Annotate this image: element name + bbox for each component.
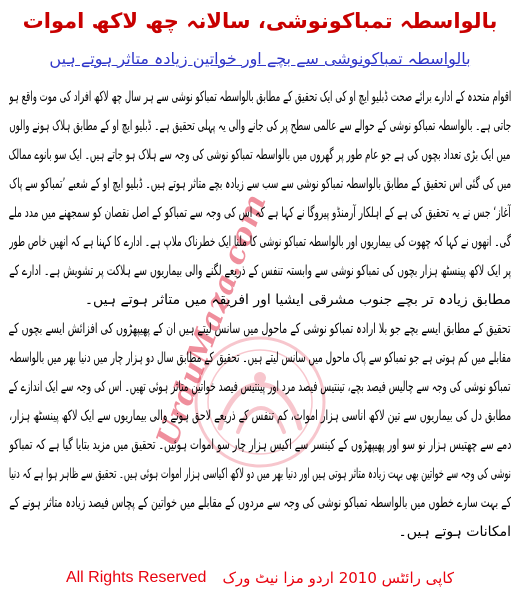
- article-line-text: اقوام متحدہ کے ادارے برائے صحت ڈبلیو ایچ او کی ایک تحقیق کے مطابق بالواسطہ تمباکو نوشی سے ہر سال چھ لاکھ افراد کی موت واقع ہو: [9, 89, 511, 105]
- article-line-text: مطابق زیادہ تر بچے جنوب مشرقی ایشیا اور افریقہ میں متاثر ہوتے ہیں۔: [84, 292, 511, 308]
- article-paragraph: [9, 83, 511, 315]
- all-rights-reserved: All Rights Reserved: [65, 569, 207, 586]
- article-paragraph: [9, 315, 511, 547]
- article-line-text: گی۔ انھوں نے کہا کہ چھوت کی بیماریوں اور بالواسطہ تمباکو نوشی کا ملنا ایک خطرناک ملاپ ہے۔ ادارے کا کہنا ہے کہ انھیں خاص طور: [9, 234, 511, 250]
- article-title: [10, 5, 510, 37]
- article-line-text: جاتی ہے۔ بالواسطہ تمباکو نوشی کے حوالے سے عالمی سطح پر کی جانے والی یہ پہلی تحقیق ہے۔ ڈبلیو ایچ او کے مطابق ہلاک ہونے والوں: [9, 118, 511, 134]
- copyright-urdu: کاپی رائٹس 2010 اردو مزا نیٹ ورک: [222, 569, 455, 587]
- article-line: [9, 460, 511, 489]
- article-line: [9, 373, 511, 402]
- article-line-text: کے بہت سارے خطوں میں بالواسطہ تمباکو نوشی کی وجہ سے مردوں کے مقابلے میں خواتین کے پچاس فیصد زیادہ متاثر ہونے کے: [9, 495, 511, 511]
- copyright-footer: [0, 564, 520, 592]
- article-line-text: امکانات ہوتے ہیں۔: [398, 524, 511, 540]
- article-line-text: تمباکو نوشی کی وجہ سے چالیس فیصد بچے، تینتیس فیصد مرد اور پینتیس فیصد خواتین متاثر ہوئی تھیں۔ اس کی وجہ سے ایک اندازے کے: [9, 379, 511, 395]
- article-line: [9, 257, 511, 286]
- article-line: [9, 83, 511, 112]
- article-line-text: نوشی کی وجہ سے خواتین بھی بہت زیادہ متاثر ہوتی ہیں اور دنیا بھر میں دو لاکھ اکیاسی ہزار اموات ہوئی ہیں۔ تحقیق سے ظاہر ہوا ہے کہ دنیا: [9, 466, 511, 482]
- article-line-text: پر ایک لاکھ پینسٹھ ہزار بچوں کی تمباکو نوشی سے وابستہ تنفس کے ذریعے لگنے والی بیماریوں سے ہلاکت پر تشویش ہے۔ ادارے کے: [9, 263, 511, 279]
- article-body: [9, 83, 511, 547]
- article-line: [9, 112, 511, 141]
- article-line-text: مطابق دل کی بیماریوں سے تین لاکھ اناسی ہزار اموات، کم تنفس کے ذریعے لاحق ہونے والی بیماریوں سے ایک لاکھ پینسٹھ ہزار،: [9, 408, 511, 424]
- article-line: [9, 402, 511, 431]
- article-line: [9, 228, 511, 257]
- article-line: [9, 489, 511, 518]
- article-line-text: آغاز‘ جس نے یہ تحقیق کی ہے کے اہلکار آرمنڈو پیروگا نے کہا ہے کہ اس کی وجہ سے تمباکو کے اصل نقصان کو سمجھنے میں مدد ملے: [9, 205, 511, 221]
- article-line-text: مقابلے میں کم ہوتی ہے جو تمباکو سے پاک ماحول میں سانس لیتے ہیں۔ تحقیق کے مطابق سال دو ہزار چار میں دنیا بھر میں بالواسطہ: [9, 350, 511, 366]
- article-title-text: بالواسطہ تمباکونوشی، سالانہ چھ لاکھ اموات: [22, 9, 498, 33]
- article-line: [9, 518, 511, 547]
- article-line: [9, 141, 511, 170]
- article-line-text: میں ایک بڑی تعداد بچوں کی ہے جو عام طور پر گھروں میں بالواسطہ تمباکو نوشی کی وجہ سے ہلاک ہو جاتے ہیں۔ ایک سو بانوے ممالک: [9, 147, 511, 163]
- article-line-text: میں کی گئی اس تحقیق کے مطابق بالواسطہ تمباکو نوشی سے سب سے زیادہ بچے متاثر ہوتے ہیں۔ ڈبلیو ایچ او کے شعبے ’تمباکو سے پاک: [9, 176, 511, 192]
- article-line: [9, 170, 511, 199]
- article-line: [9, 199, 511, 228]
- article-line: [9, 315, 511, 344]
- article-line: [9, 286, 511, 315]
- article-line: [9, 344, 511, 373]
- article-subtitle: [10, 44, 510, 74]
- article-line-text: تحقیق کے مطابق ایسے بچے جو بلا ارادہ تمباکو نوشی کے ماحول میں سانس لیتے ہیں ان کے پھیپھڑوں کی افزائش ایسے بچوں کے: [9, 321, 511, 337]
- article-line: [9, 431, 511, 460]
- watermark-text: UrduMaza.com: [150, 188, 274, 452]
- article-subtitle-text: بالواسطہ تمباکونوشی سے بچے اور خواتین زیادہ متاثر ہوتے ہیں: [49, 49, 471, 68]
- article-line-text: دمے سے چھتیس ہزار نو سو اور پھیپھڑوں کے کینسر سے اکیس ہزار چار سو اموات ہوئیں۔ تحقیق میں مزید بتایا گیا ہے کہ تمباکو: [9, 437, 511, 453]
